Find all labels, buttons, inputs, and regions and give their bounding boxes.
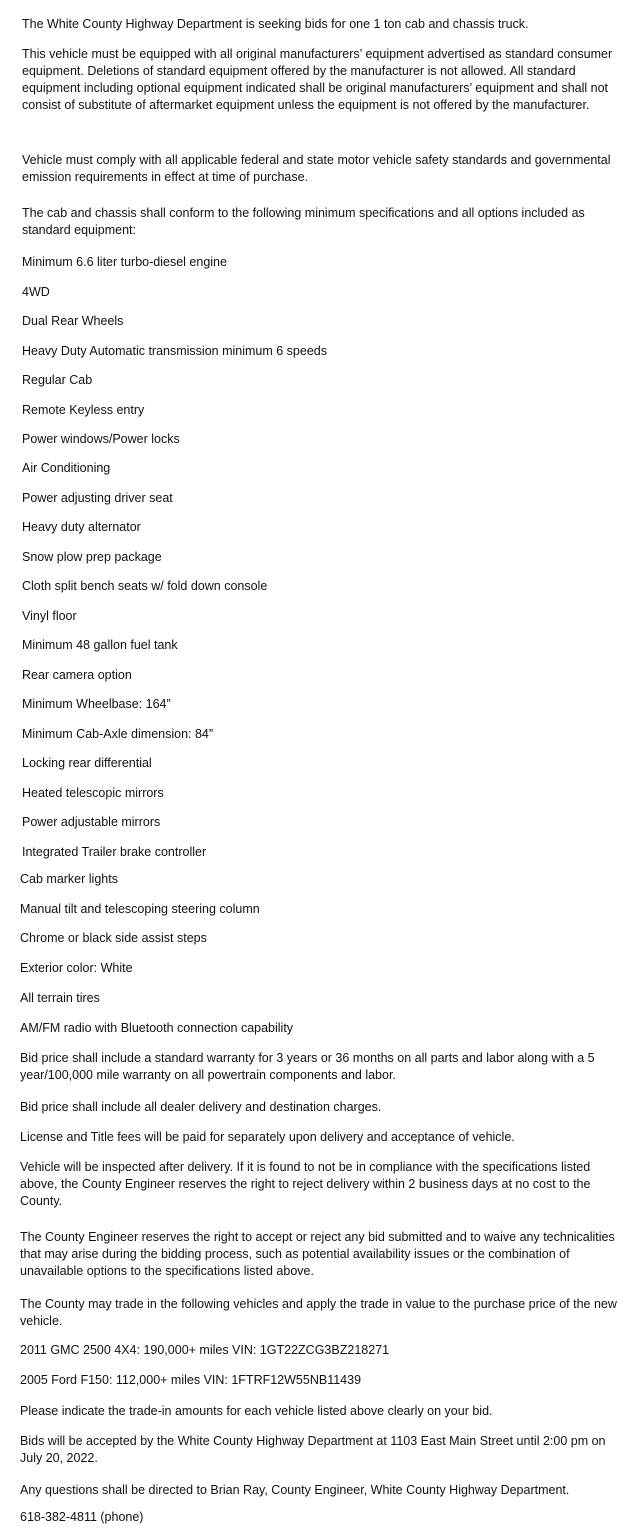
spec-item: Integrated Trailer brake controller [22, 845, 207, 859]
trade-vehicle-1: 2011 GMC 2500 4X4: 190,000+ miles VIN: 1GT22ZCG3BZ218271 [20, 1343, 390, 1357]
spec-item: Vinyl floor [22, 609, 77, 623]
trade-vehicle-2: 2005 Ford F150: 112,000+ miles VIN: 1FTRF12W55NB11439 [20, 1373, 362, 1387]
phone-number: 618-382-4811 (phone) [20, 1510, 144, 1524]
spec-item: Exterior color: White [20, 961, 133, 975]
spec-item: Minimum Cab-Axle dimension: 84” [22, 727, 214, 741]
spec-item: AM/FM radio with Bluetooth connection capability [20, 1021, 294, 1035]
spec-item: Minimum 6.6 liter turbo-diesel engine [22, 255, 227, 269]
license-fees-text: License and Title fees will be paid for separately upon delivery and acceptance of vehicle. [20, 1130, 515, 1144]
trade-paragraph: The County may trade in the following vehicles and apply the trade in value to the purchase price of the new vehicle. [20, 1297, 617, 1328]
spec-item: Heavy Duty Automatic transmission minimum 6 speeds [22, 344, 327, 358]
warranty-paragraph: Bid price shall include a standard warranty for 3 years or 36 months on all parts and labor along with a 5 year/100,000 mile warranty on all powertrain components and labor. [20, 1051, 595, 1082]
spec-item: 4WD [22, 285, 50, 299]
spec-item: Minimum Wheelbase: 164” [22, 697, 171, 711]
spec-item: Heavy duty alternator [22, 520, 141, 534]
spec-item: Manual tilt and telescoping steering column [20, 902, 260, 916]
spec-item: Remote Keyless entry [22, 403, 145, 417]
spec-item: Power windows/Power locks [22, 432, 180, 446]
spec-intro-paragraph: The cab and chassis shall conform to the following minimum specifications and all options included as standard equipment: [22, 206, 585, 237]
rights-paragraph: The County Engineer reserves the right to accept or reject any bid submitted and to waive any technicalities that may arise during the bidding process, such as potential availability issues or the combination of unavailable options to the specifications listed above. [20, 1230, 615, 1278]
spec-item: Chrome or black side assist steps [20, 931, 207, 945]
spec-item: Regular Cab [22, 373, 93, 387]
equipment-paragraph: This vehicle must be equipped with all original manufacturers’ equipment advertised as standard consumer equipment. Deletions of standard equipment offered by the manufacturer is not allowed. All standard equipment including optional equipment indicated shall be original manufacturers’ equipment and shall not consist of substitute of aftermarket equipment unless the equipment is not offered by the manufacturer. [22, 47, 613, 112]
compliance-paragraph: Vehicle must comply with all applicable federal and state motor vehicle safety standards and governmental emission requirements in effect at time of purchase. [22, 153, 611, 184]
delivery-charges-text: Bid price shall include all dealer delivery and destination charges. [20, 1100, 382, 1114]
spec-item: Dual Rear Wheels [22, 314, 124, 328]
questions-text: Any questions shall be directed to Brian Ray, County Engineer, White County Highway Department. [20, 1483, 570, 1497]
spec-item: Snow plow prep package [22, 550, 162, 564]
spec-item: All terrain tires [20, 991, 100, 1005]
spec-item: Minimum 48 gallon fuel tank [22, 638, 178, 652]
inspection-paragraph: Vehicle will be inspected after delivery. If it is found to not be in compliance with the specifications listed above, the County Engineer reserves the right to reject delivery within 2 business days at no cost to the County. [20, 1160, 591, 1208]
spec-item: Rear camera option [22, 668, 132, 682]
spec-item: Power adjusting driver seat [22, 491, 173, 505]
spec-item: Cloth split bench seats w/ fold down console [22, 579, 268, 593]
deadline-paragraph: Bids will be accepted by the White County Highway Department at 1103 East Main Street until 2:00 pm on July 20, 2022. [20, 1434, 606, 1465]
spec-item: Power adjustable mirrors [22, 815, 161, 829]
trade-instruction-text: Please indicate the trade-in amounts for each vehicle listed above clearly on your bid. [20, 1404, 493, 1418]
spec-item: Cab marker lights [20, 872, 118, 886]
spec-item: Air Conditioning [22, 461, 111, 475]
spec-item: Locking rear differential [22, 756, 152, 770]
intro-text: The White County Highway Department is seeking bids for one 1 ton cab and chassis truck. [22, 17, 529, 31]
spec-item: Heated telescopic mirrors [22, 786, 164, 800]
